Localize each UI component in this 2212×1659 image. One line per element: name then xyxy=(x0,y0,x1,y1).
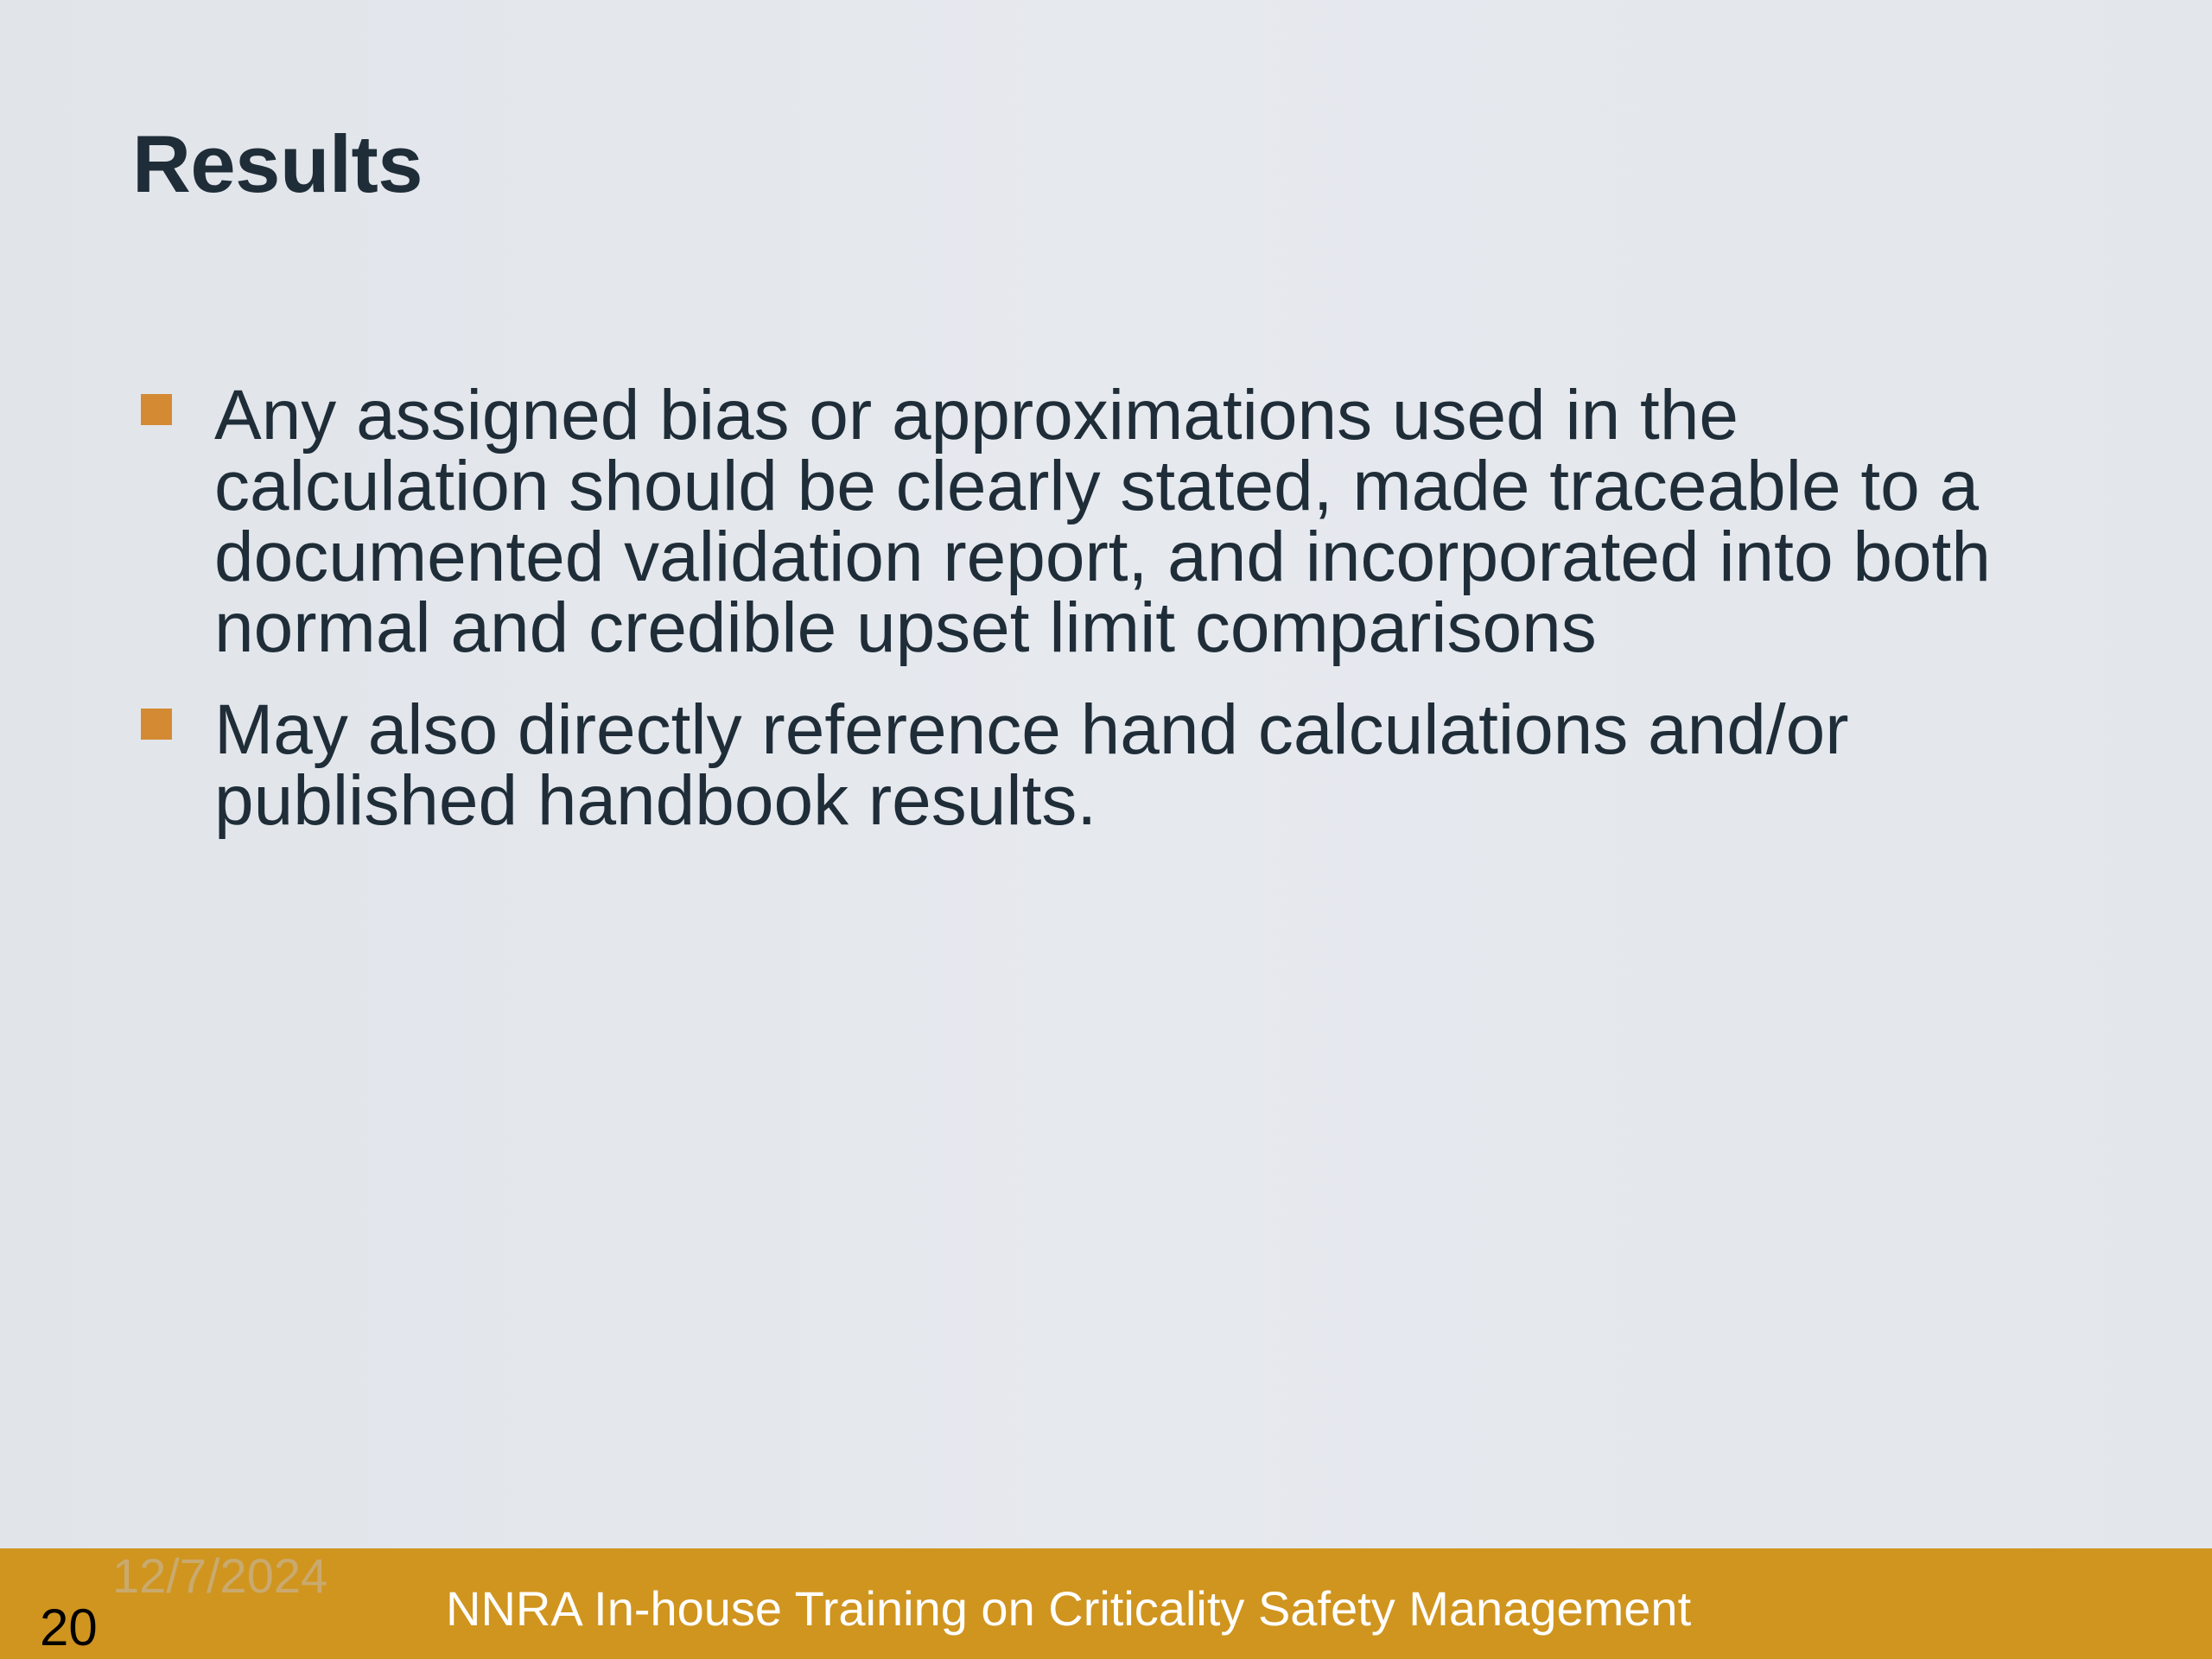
bullet-list xyxy=(138,376,2091,868)
footer-date: 12/7/2024 xyxy=(112,1548,328,1603)
bullet-text: Any assigned bias or approximations used in the calculation should be clearly stated, made traceable to a documented validation report, and incorporated into both normal and credible upset limit comparisons xyxy=(214,376,1991,667)
slide-title: Results xyxy=(132,118,423,209)
square-bullet-icon xyxy=(141,394,172,425)
bullet-item xyxy=(138,690,2091,840)
bullet-text: May also directly reference hand calculations and/or published handbook results. xyxy=(214,690,1849,840)
square-bullet-icon xyxy=(141,709,172,740)
page-number: 20 xyxy=(40,1599,98,1656)
footer-text: NNRA In-house Training on Criticality Safety Management xyxy=(446,1581,1692,1636)
bullet-item xyxy=(138,376,2091,667)
